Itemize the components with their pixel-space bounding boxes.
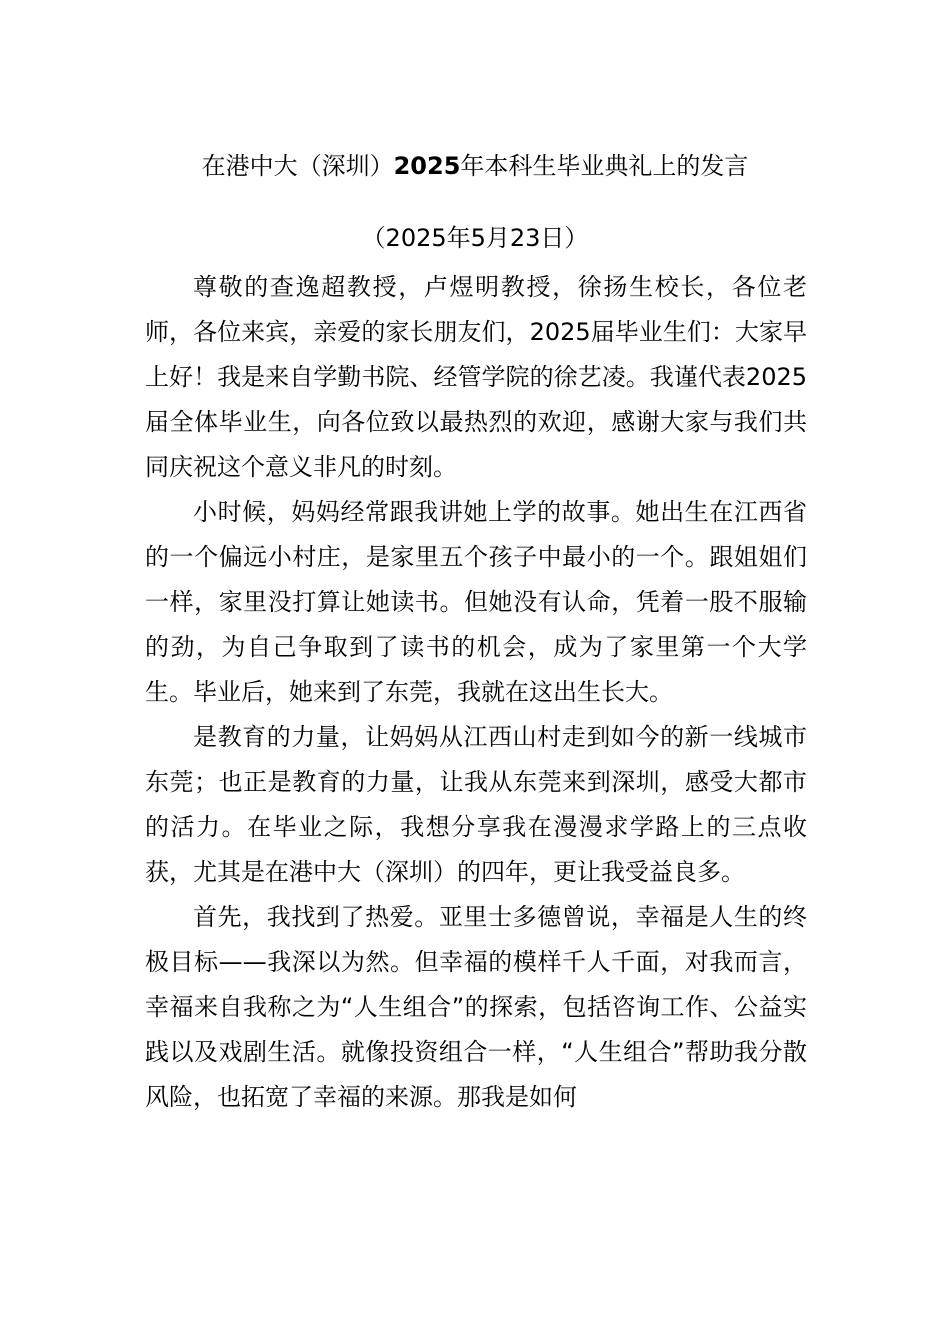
paragraph-childhood: 小时候，妈妈经常跟我讲她上学的故事。她出生在江西省的一个偏远小村庄，是家里五个孩子中最小的一个。跟姐姐们一样，家里没打算让她读书。但她没有认命，凭着一股不服输的劲，为自己争取到了读书的机会，成为了家里第一个大学生。毕业后，她来到了东莞，我就在这出生长大。 [145,498,807,706]
paragraph-passion: 首先，我找到了热爱。亚里士多德曾说，幸福是人生的终极目标——我深以为然。但幸福的模样千人千面，对我而言，幸福来自我称之为“人生组合”的探索，包括咨询工作、公益实践以及戏剧生活。就像投资组合一样，“人生组合”帮助我分散风险，也拓宽了幸福的来源。那我是如何 [145,903,807,1111]
speech-title [0,146,950,186]
speech-body [145,265,807,1120]
title-prefix: 在港中大（深圳） [201,152,394,180]
title-suffix: 年本科生毕业典礼上的发言 [460,152,749,180]
title-year: 2025 [393,152,461,180]
paragraph-greeting: 尊敬的查逸超教授，卢煜明教授，徐扬生校长，各位老师，各位来宾，亲爱的家长朋友们，2025届毕业生们：大家早上好！我是来自学勤书院、经管学院的徐艺凌。我谨代表2025届全体毕业生，向各位致以最热烈的欢迎，感谢大家与我们共同庆祝这个意义非凡的时刻。 [145,273,807,481]
paragraph-education: 是教育的力量，让妈妈从江西山村走到如今的新一线城市东莞；也正是教育的力量，让我从东莞来到深圳，感受大都市的活力。在毕业之际，我想分享我在漫漫求学路上的三点收获，尤其是在港中大（深圳）的四年，更让我受益良多。 [145,723,807,886]
speech-date: （2025年5月23日） [361,224,589,252]
